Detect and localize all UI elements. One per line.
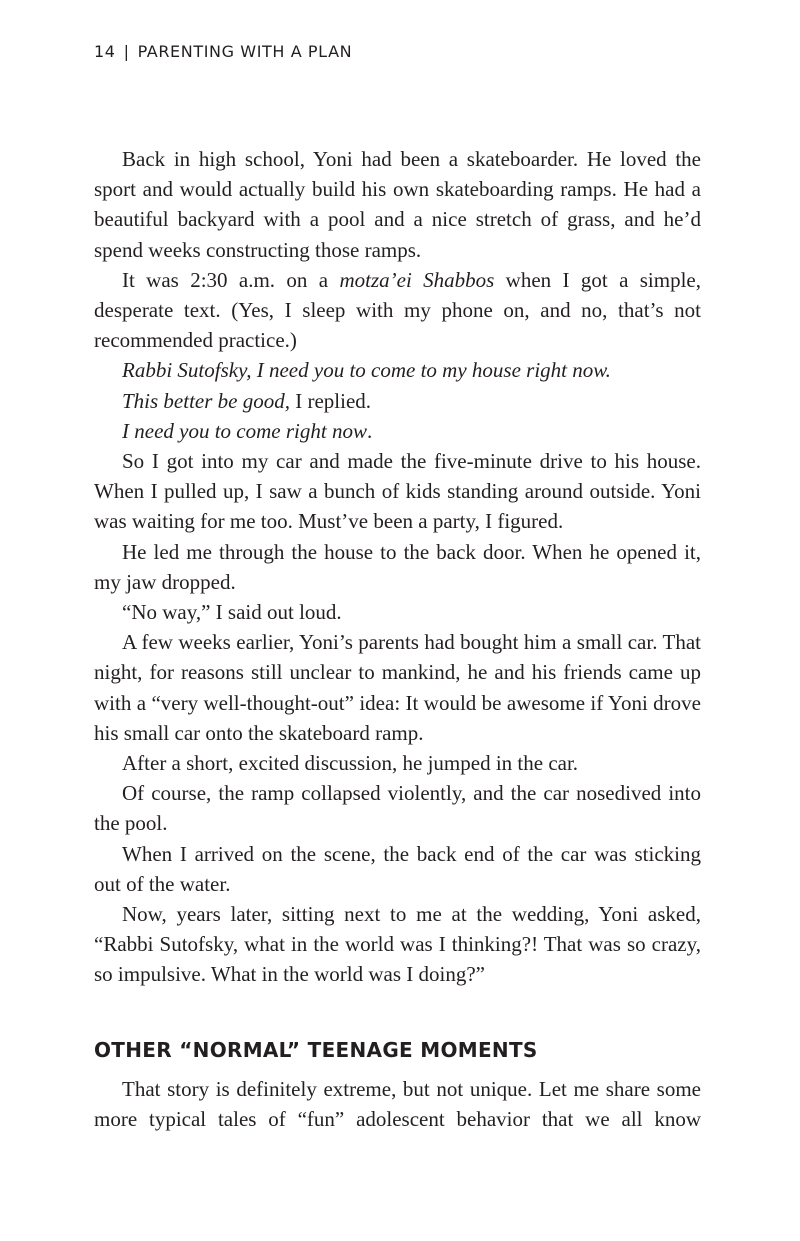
paragraph-reply: This better be good, I replied. — [122, 388, 372, 413]
paragraph-ramp-collapsed: Of course, the ramp collapsed violently, and the car nosedived into the pool. — [94, 781, 701, 836]
section-heading: OTHER “NORMAL” TEENAGE MOMENTS — [94, 1038, 538, 1062]
paragraph-section-intro: That story is definitely extreme, but not unique. Let me share some more typical tales of “fun” adolescent behavior that we all know — [94, 1077, 701, 1132]
book-title: PARENTING WITH A PLAN — [137, 42, 353, 61]
paragraph-no-way: “No way,” I said out loud. — [122, 600, 342, 625]
italic-term: motza’ei Shabbos — [339, 267, 495, 292]
paragraph-small-car: A few weeks earlier, Yoni’s parents had bought him a small car. That night, for reasons still unclear to mankind, he and his friends came up with a “very well-thought-out” idea: It would be awesome if Yoni drove his small car onto the skateboard ramp. — [94, 630, 701, 745]
paragraph-jumped-in: After a short, excited discussion, he jumped in the car. — [122, 751, 579, 776]
running-head-separator: | — [123, 42, 130, 61]
page-number: 14 — [94, 42, 116, 61]
paragraph-skateboarder: Back in high school, Yoni had been a skateboarder. He loved the sport and would actually build his own skateboarding ramps. He had a beautiful backyard with a pool and a nice stretch of grass, and he’d spend weeks constructing those ramps. — [94, 147, 701, 262]
body-text — [94, 144, 701, 990]
paragraph-arrived: When I arrived on the scene, the back end of the car was sticking out of the water. — [94, 841, 701, 896]
paragraph-late-night-text: It was 2:30 a.m. on a motza’ei Shabbos when I got a simple, desperate text. (Yes, I sleep with my phone on, and no, that’s not recommended practice.) — [94, 267, 701, 353]
paragraph-drive: So I got into my car and made the five-minute drive to his house. When I pulled up, I saw a bunch of kids standing around outside. Yoni was waiting for me too. Must’ve been a party, I figured. — [94, 449, 701, 534]
paragraph-back-door: He led me through the house to the back door. When he opened it, my jaw dropped. — [94, 539, 701, 594]
paragraph-text-message: Rabbi Sutofsky, I need you to come to my house right now. — [122, 358, 611, 383]
section-text — [94, 1074, 701, 1134]
running-head — [94, 42, 352, 61]
paragraph-come-right-now: I need you to come right now. — [122, 418, 373, 443]
paragraph-years-later: Now, years later, sitting next to me at the wedding, Yoni asked, “Rabbi Sutofsky, what in the world was I thinking?! That was so crazy, so impulsive. What in the world was I doing?” — [94, 902, 701, 987]
